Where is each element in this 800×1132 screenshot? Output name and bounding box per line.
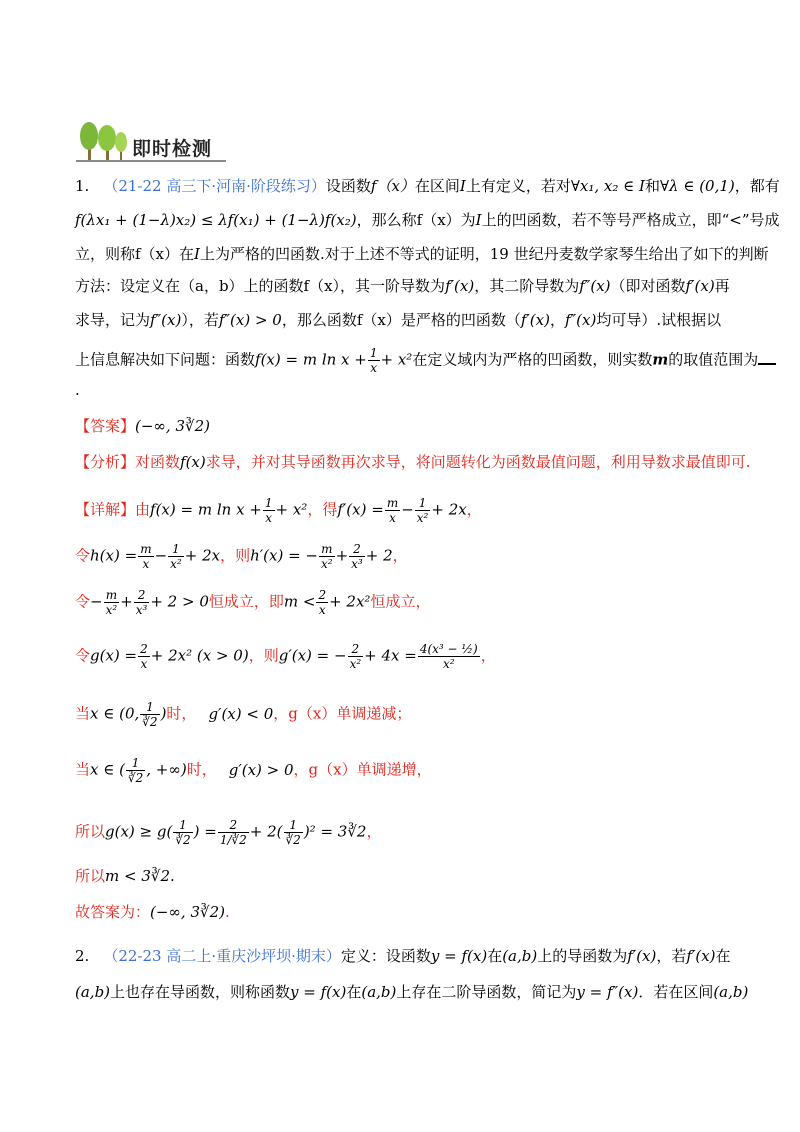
analysis-text: 求导，并对其导函数再次求导，将问题转化为函数最值问题，利用导数求最值即可. [205, 453, 751, 471]
numerator: 2 [140, 642, 148, 656]
q1-math: + x² [380, 350, 413, 369]
q1-text: 立，则称f（x）在 [75, 245, 195, 263]
detail-math: − [154, 546, 168, 565]
numerator: 1 [415, 496, 431, 511]
detail-math: + 4x = [364, 646, 417, 665]
detail-text: 时， [186, 760, 217, 779]
detail-line-6 [75, 756, 432, 785]
detail-text: 令 [75, 546, 91, 565]
detail-math: x ∈ (0, [90, 704, 140, 723]
fraction [134, 588, 150, 617]
detail-math: + 2x² (x > 0) [150, 646, 249, 665]
detail-line-3 [75, 588, 430, 617]
fraction [138, 542, 153, 571]
analysis-math: f(x) [180, 453, 206, 471]
detail-text: . [170, 867, 175, 885]
q1-text: 再 [714, 277, 730, 295]
detail-math: m < 3∛2 [105, 867, 170, 885]
analysis-label: 【分析】 [75, 453, 136, 471]
detail-math: + x² [275, 500, 308, 519]
numerator: m [319, 542, 335, 557]
q2-math: y = f(x) [430, 947, 488, 965]
fraction [168, 542, 184, 571]
q1-text: ，其二阶导数为 [474, 277, 580, 295]
detail-math: h(x) = [90, 546, 138, 565]
detail-text: 所以 [75, 822, 106, 841]
fraction [126, 756, 145, 785]
denominator: x³ [135, 603, 148, 617]
denominator: ∛2 [127, 771, 144, 785]
q2-text: 上的导函数为 [537, 947, 628, 965]
q1-text: ，都有 [734, 177, 780, 195]
q1-text: 在区间 [414, 177, 460, 195]
numerator: 1 [140, 700, 159, 715]
detail-line-8 [75, 866, 175, 886]
numerator: 4(x³ − ½) [419, 642, 478, 656]
q1-math: f′(x) [445, 277, 475, 295]
detail-math: f(x) = m ln x + [150, 500, 262, 519]
fraction [348, 642, 364, 671]
q1-text: ， [549, 311, 565, 329]
denominator: x [142, 557, 150, 571]
detail-text: 所以 [75, 867, 106, 885]
detail-text: ，则 [220, 546, 251, 565]
detail-math: + 2x [184, 546, 221, 565]
q1-text: 均可导）.试根据以 [596, 311, 722, 329]
fraction [319, 542, 335, 571]
denominator: x [389, 511, 396, 525]
detail-text: ， [480, 646, 496, 665]
detail-math: + [335, 546, 349, 565]
q1-line-3 [75, 244, 769, 264]
detail-line-4 [75, 642, 496, 671]
q1-math: f″(x) [579, 277, 611, 295]
denominator: ∛2 [175, 833, 191, 847]
q2-line-2 [75, 982, 748, 1002]
denominator: x [370, 361, 378, 375]
detail-text: 时， [166, 704, 197, 723]
q1-text: 方法：设定义在（a，b）上的函数f（x），其一阶导数为 [75, 277, 446, 295]
numerator: 2 [318, 588, 327, 602]
q2-math: y = f″(x) [576, 983, 639, 1001]
q1-math: ∀x₁, x₂ ∈ I [570, 177, 645, 195]
denominator: x² [105, 603, 118, 617]
detail-text: 令 [75, 592, 91, 611]
q1-line-1 [75, 176, 780, 196]
detail-text: 令 [75, 646, 91, 665]
answer-blank [758, 349, 776, 365]
detail-line-1 [75, 496, 482, 525]
q1-math: f″(x) [564, 311, 597, 329]
detail-text: ，则 [248, 646, 279, 665]
numerator: 2 [134, 588, 150, 603]
q1-text: 求导，记为 [75, 311, 151, 329]
q2-text: 在 [487, 947, 503, 965]
detail-line-2 [75, 542, 408, 571]
fraction [104, 588, 120, 617]
q2-line-1 [75, 946, 731, 966]
fraction [368, 346, 380, 375]
detail-text: ， [466, 500, 482, 519]
answer-line [75, 416, 210, 436]
q2-text: ，若 [656, 947, 687, 965]
q2-math: (a,b) [361, 983, 397, 1001]
q1-text: ，那么称f（x）为 [356, 211, 476, 229]
q2-math: y = f(x) [290, 983, 347, 1001]
q2-number: 2. [75, 947, 90, 965]
detail-math: + [120, 592, 133, 611]
denominator: x [265, 511, 273, 525]
q1-math: I [459, 177, 466, 195]
fraction [316, 588, 328, 617]
q2-text: 上也存在导函数，则称函数 [110, 983, 291, 1001]
detail-math: )² = 3∛2 [303, 822, 367, 841]
denominator: x [318, 603, 326, 617]
q1-source[interactable]: （21-22 高三下·河南·阶段练习） [103, 177, 326, 195]
q2-text: 上存在二阶导函数，简记为 [396, 983, 577, 1001]
q1-text: ，那么函数f（x）是严格的凹函数（ [281, 311, 521, 329]
numerator: m [386, 496, 399, 510]
tree-icon [76, 120, 130, 162]
q2-math: (a,b) [75, 983, 111, 1001]
detail-text: ，得 [307, 500, 338, 519]
detail-line-9 [75, 902, 230, 922]
detail-text: . [224, 903, 230, 921]
numerator: 2 [348, 642, 364, 657]
detail-math: + 2 > 0 [150, 592, 209, 611]
q2-math: (a,b) [502, 947, 538, 965]
denominator: 1/∛2 [219, 833, 247, 847]
fraction [173, 818, 192, 847]
fraction [349, 542, 365, 571]
q1-text: 上为严格的凹函数.对于上述不等式的证明，19 世纪丹麦数学家琴生给出了如下的判断 [199, 245, 769, 263]
q1-line-4 [75, 276, 730, 296]
denominator: x² [416, 511, 429, 525]
detail-line-7 [75, 818, 381, 847]
detail-math: h′(x) = − [250, 546, 318, 565]
detail-math: ) = [193, 822, 217, 841]
q1-math: f″(x) > 0 [218, 311, 282, 329]
fraction [284, 818, 303, 847]
numerator: 1 [168, 542, 184, 557]
fraction [263, 496, 275, 525]
fraction [138, 642, 150, 671]
numerator: 1 [264, 496, 273, 510]
q1-line-7: . [75, 381, 80, 399]
q1-text: 上的凹函数，若不等号严格成立，即“<”号成 [481, 211, 780, 229]
detail-text: 恒成立，即 [208, 592, 284, 611]
detail-math: g′(x) = − [278, 646, 347, 665]
q1-line-2 [75, 210, 780, 230]
section-header [76, 120, 226, 166]
answer-value: (−∞, 3∛2) [135, 417, 210, 435]
q2-text: 在 [715, 947, 731, 965]
q2-text: 在 [346, 983, 362, 1001]
numerator: 1 [173, 818, 192, 833]
answer-label: 【答案】 [75, 417, 136, 435]
denominator: ∛2 [285, 833, 301, 847]
q1-text: （即对函数 [610, 277, 686, 295]
q1-math: f′(x) [520, 311, 550, 329]
q2-text: 定义：设函数 [340, 947, 431, 965]
detail-math: + 2x² [329, 592, 371, 611]
q1-text: 的取值范围为 [668, 350, 759, 369]
denominator: x² [349, 657, 362, 671]
detail-math: , +∞) [146, 760, 187, 779]
numerator: 1 [126, 756, 145, 771]
denominator: ∛2 [142, 715, 158, 729]
analysis-text: 对函数 [135, 453, 181, 471]
detail-label: 【详解】 [75, 500, 136, 519]
detail-text: ，g（x）单调递增， [293, 760, 432, 779]
q1-text: 在定义域内为严格的凹函数，则实数 [412, 350, 653, 369]
detail-math: g(x) = [90, 646, 138, 665]
q2-math: f′(x) [627, 947, 657, 965]
detail-math: x ∈ ( [90, 760, 125, 779]
detail-line-5 [75, 700, 411, 729]
denominator: x² [321, 557, 333, 571]
q1-line-5 [75, 310, 721, 330]
q1-text: ），若 [181, 311, 219, 329]
detail-math: g′(x) < 0 [208, 704, 274, 723]
section-underline [76, 160, 226, 162]
numerator: 1 [369, 346, 378, 360]
q1-math: I [194, 245, 200, 263]
fraction [385, 496, 400, 525]
detail-text: ， [392, 546, 408, 565]
q1-line-6 [75, 346, 776, 375]
detail-text: 故答案为： [75, 903, 151, 921]
detail-math: (−∞, 3∛2) [150, 903, 225, 921]
detail-text: ， [366, 822, 382, 841]
detail-text: 当 [75, 760, 91, 779]
detail-math: − [401, 500, 414, 519]
q1-text: 上有定义，若对 [465, 177, 571, 195]
q1-math: f（x） [370, 177, 415, 195]
q1-text: 设函数 [325, 177, 371, 195]
detail-text: 恒成立， [370, 592, 431, 611]
q1-math: f(λx₁ + (1−λ)x₂) ≤ λf(x₁) + (1−λ)f(x₂) [75, 211, 357, 229]
analysis-line [75, 452, 751, 472]
q1-math: f′(x) [685, 277, 715, 295]
fraction [418, 642, 480, 671]
detail-text: 由 [135, 500, 151, 519]
denominator: x³ [351, 557, 363, 571]
denominator: x [140, 657, 148, 671]
detail-math: + 2 [365, 546, 393, 565]
numerator: 2 [349, 542, 365, 557]
q1-math: f(x) = m ln x + [255, 350, 367, 369]
detail-math: g′(x) > 0 [228, 760, 294, 779]
denominator: x² [443, 657, 455, 671]
fraction [140, 700, 159, 729]
numerator: m [140, 542, 152, 556]
detail-text: ，g（x）单调递减； [273, 704, 412, 723]
detail-math: ) [160, 704, 167, 723]
detail-math: f′(x) = [337, 500, 384, 519]
denominator: x² [170, 557, 182, 571]
numerator: 2 [218, 818, 249, 833]
detail-math: − [90, 592, 103, 611]
q2-text: ．若在区间 [638, 983, 714, 1001]
detail-math: + 2( [249, 822, 283, 841]
numerator: m [104, 588, 120, 603]
detail-text: 当 [75, 704, 91, 723]
q2-math: f′(x) [686, 947, 716, 965]
q2-source[interactable]: （22-23 高二上·重庆沙坪坝·期末） [103, 947, 341, 965]
fraction [415, 496, 431, 525]
section-title: 即时检测 [132, 138, 213, 160]
q1-math: f″(x) [150, 311, 182, 329]
detail-math: g(x) ≥ g( [105, 822, 173, 841]
numerator: 1 [284, 818, 303, 833]
q1-text: 和 [644, 177, 660, 195]
q1-math: m [652, 350, 669, 369]
q2-math: (a,b) [713, 983, 749, 1001]
detail-math: m < [283, 592, 316, 611]
q1-math: ∀λ ∈ (0,1) [660, 177, 735, 195]
fraction [218, 818, 249, 847]
q1-text: 上信息解决如下问题：函数 [75, 350, 256, 369]
q1-number: 1. [75, 177, 90, 195]
q1-math: I [475, 211, 482, 229]
detail-math: + 2x [431, 500, 467, 519]
